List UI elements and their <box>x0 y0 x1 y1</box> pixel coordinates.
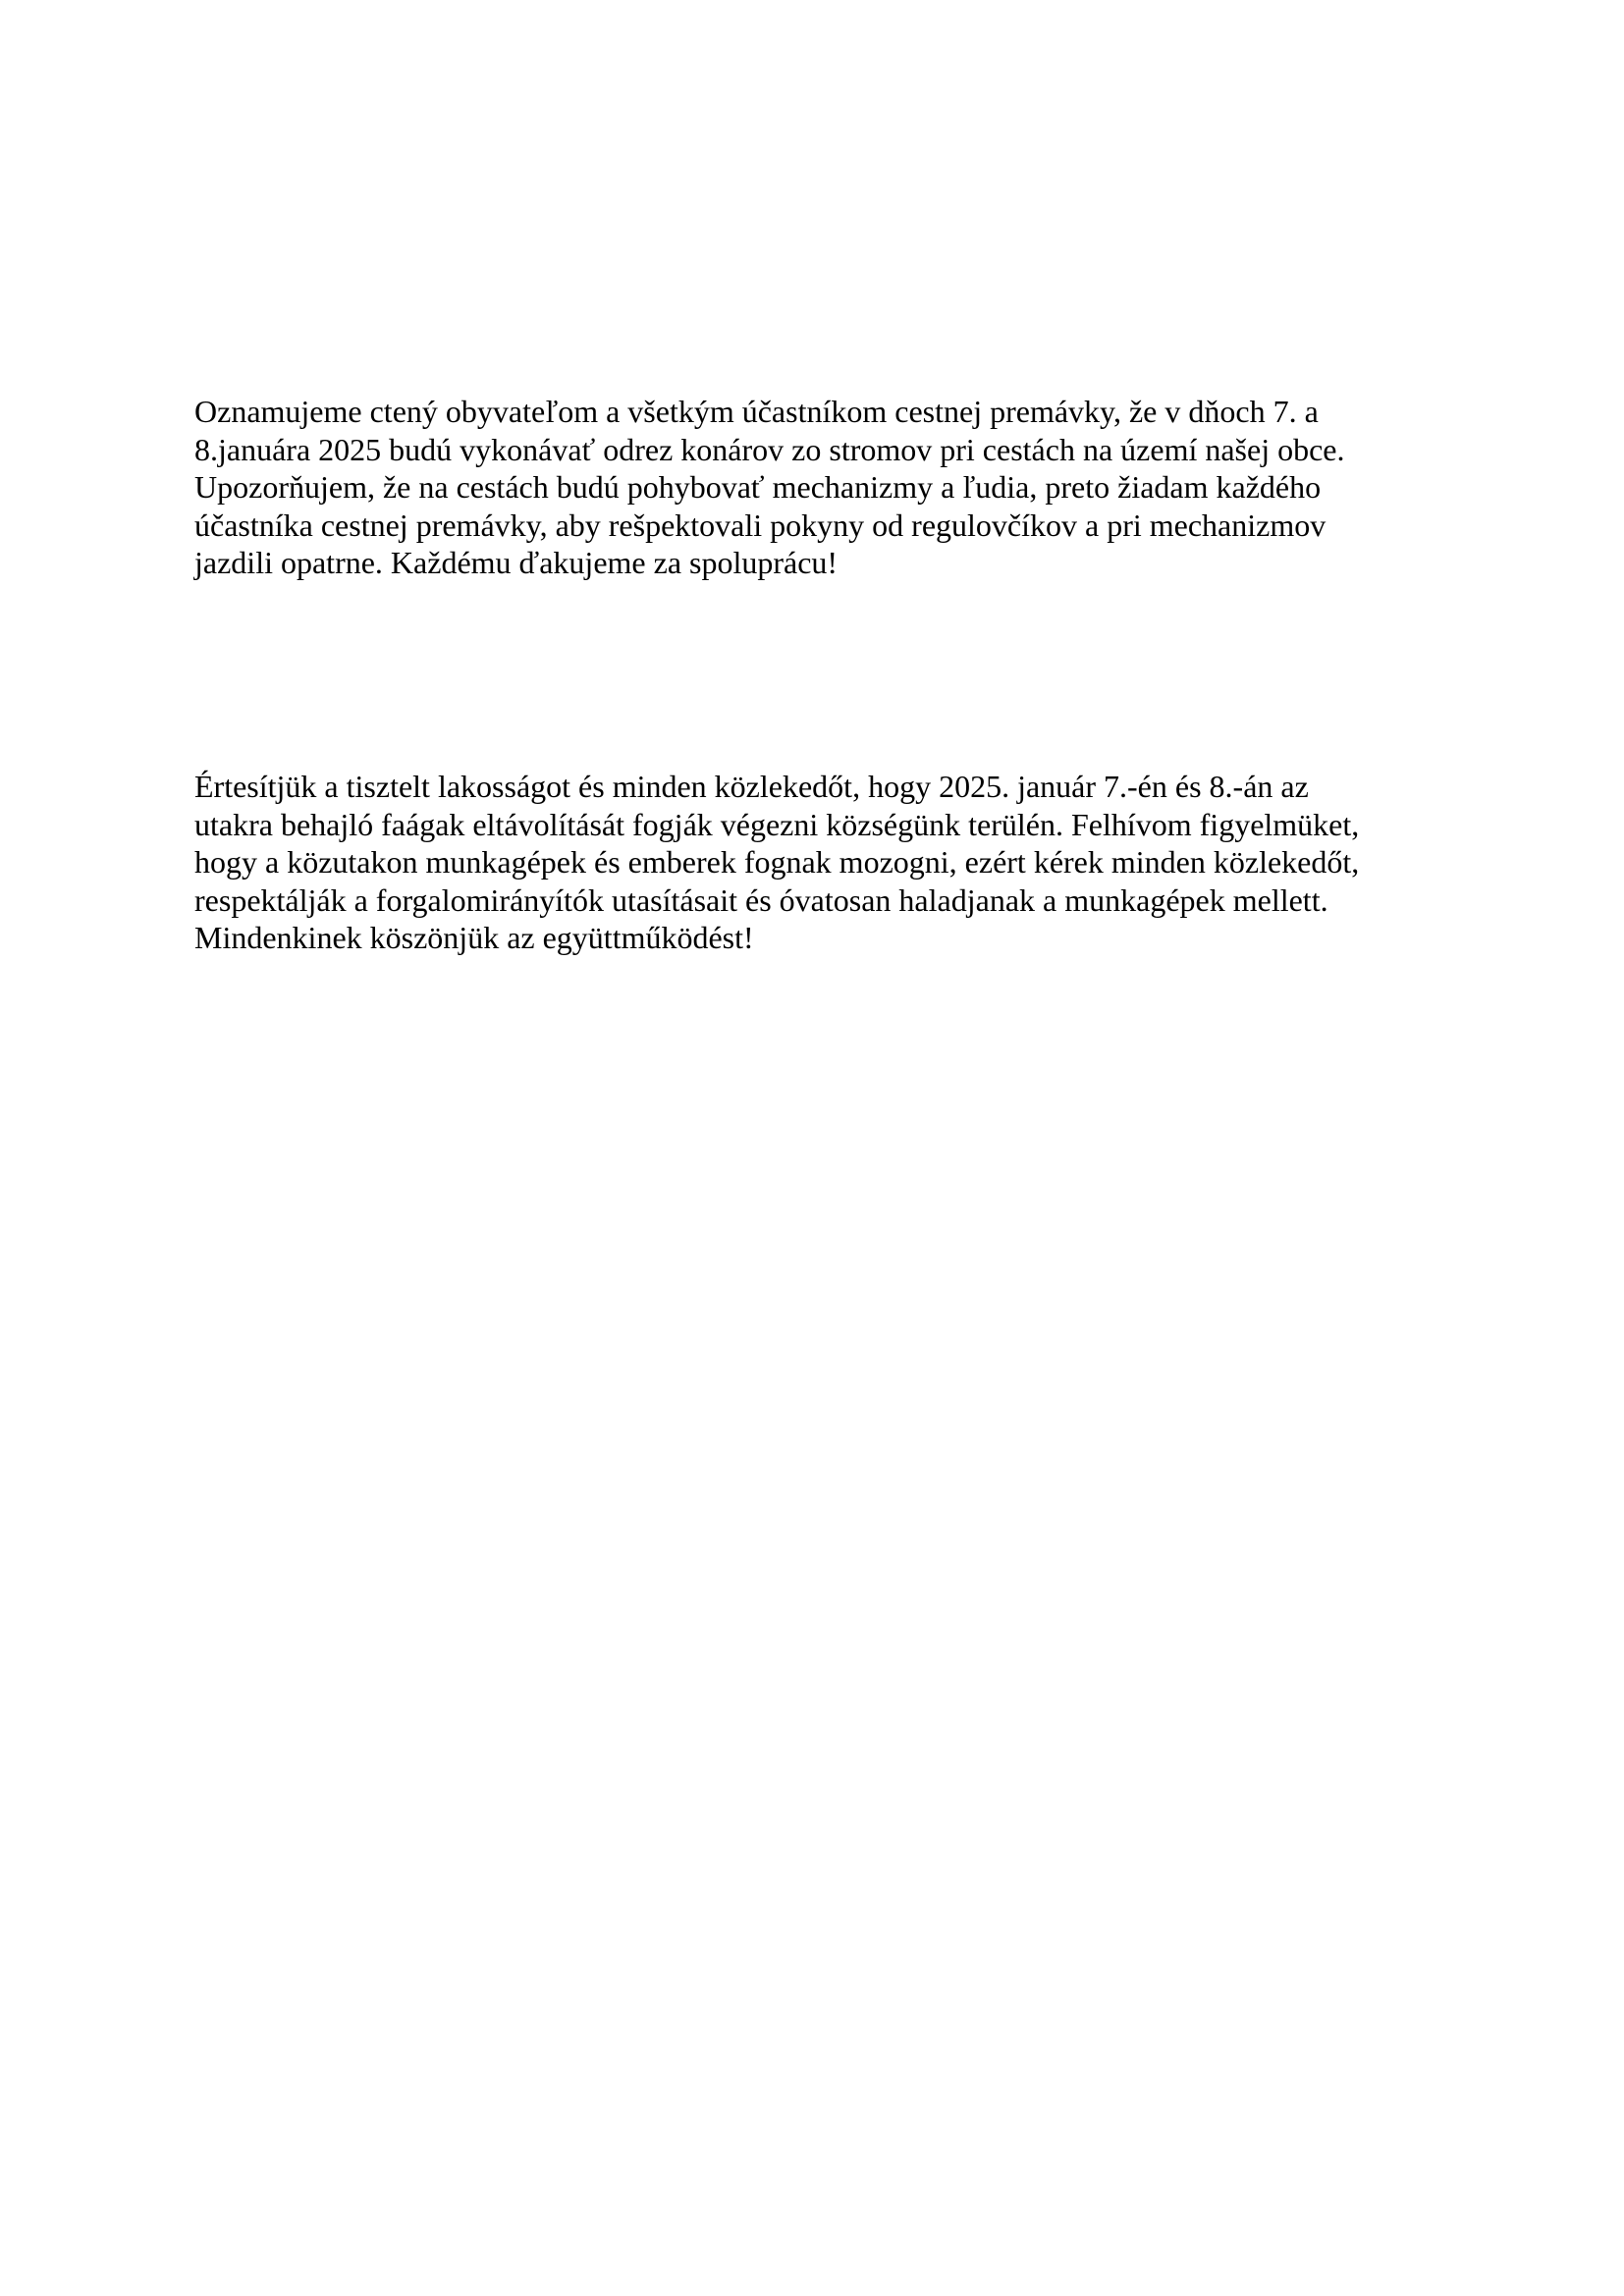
hungarian-notice-line: Értesítjük a tisztelt lakosságot és minden közlekedőt, hogy 2025. január 7.-én és 8.-án az <box>194 769 1309 804</box>
slovak-notice-line: 8.januára 2025 budú vykonávať odrez konárov zo stromov pri cestách na území našej obce. <box>194 431 1345 467</box>
hungarian-notice-line: respektálják a forgalomirányítók utasításait és óvatosan haladjanak a munkagépek mellett. <box>194 881 1328 918</box>
slovak-notice-line: jazdili opatrne. Každému ďakujeme za spoluprácu! <box>194 545 839 581</box>
hungarian-notice-line: Mindenkinek köszönjük az együttműködést! <box>194 920 754 956</box>
slovak-notice-line: účastníka cestnej premávky, aby rešpektovali pokyny od regulovčíkov a pri mechanizmov <box>194 507 1326 543</box>
slovak-notice-paragraph <box>194 393 1432 582</box>
hungarian-notice-paragraph <box>194 768 1432 957</box>
slovak-notice-line: Upozorňujem, že na cestách budú pohybovať mechanizmy a ľudia, preto žiadam každého <box>194 469 1322 506</box>
slovak-notice-line: Oznamujeme ctený obyvateľom a všetkým účastníkom cestnej premávky, že v dňoch 7. a <box>194 394 1319 429</box>
hungarian-notice-line: hogy a közutakon munkagépek és emberek fognak mozogni, ezért kérek minden közlekedőt, <box>194 844 1360 881</box>
hungarian-notice-line: utakra behajló faágak eltávolítását fogják végezni községünk terülén. Felhívom figyelmüket, <box>194 806 1360 842</box>
